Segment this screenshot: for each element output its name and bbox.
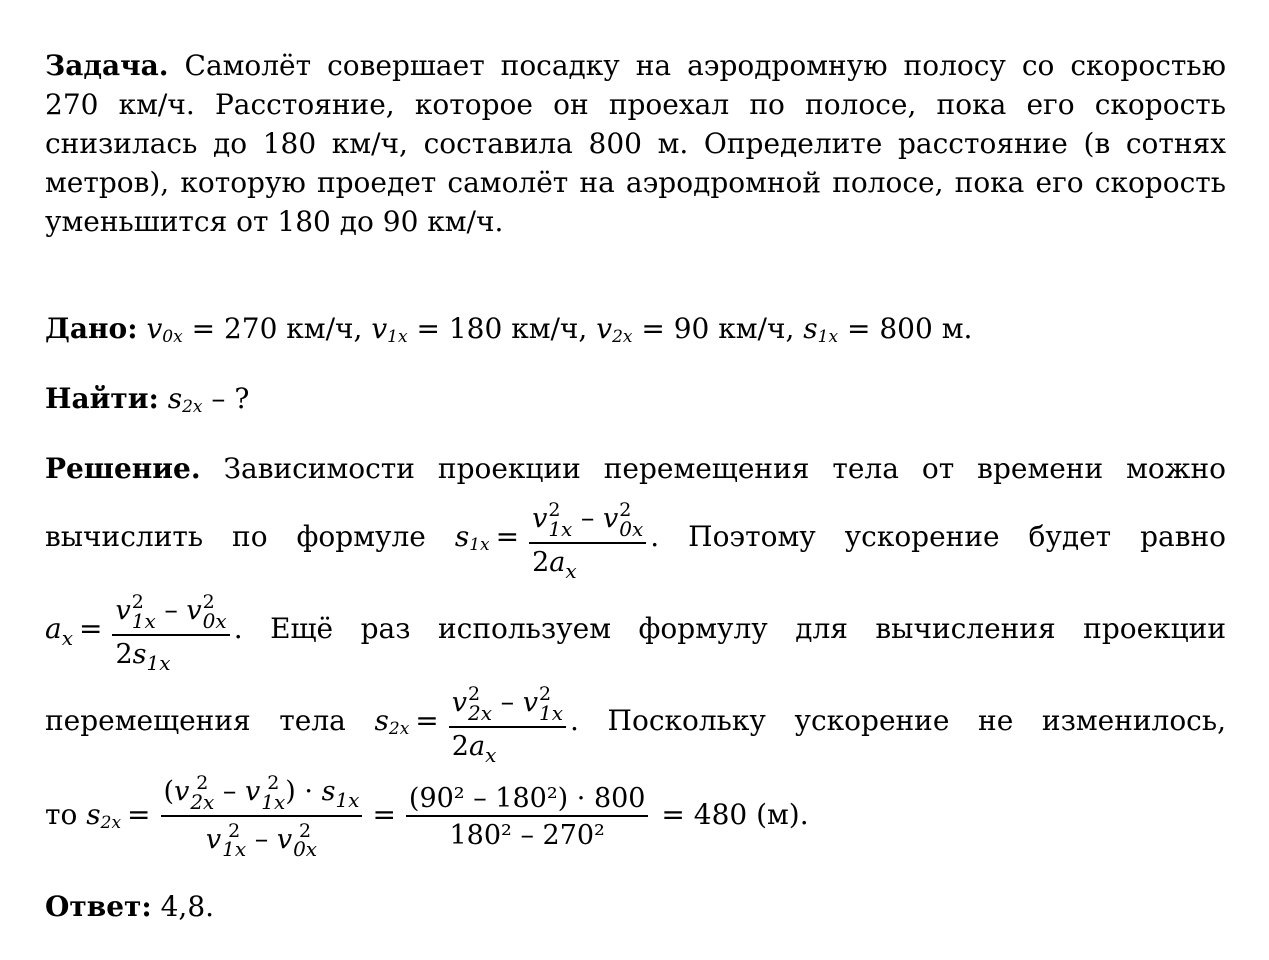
solution-line-3: $a_x$ = v 2 1x – v 2 0x $2s_{1x}$ . Ещё раз используем формулу для вычисления проекции (45, 591, 1226, 675)
given-line: Дано: $v_{0x} = 270$ км/ч, $v_{1x} = 180$ км/ч, $v_{2x} = 90$ км/ч, $s_{1x} = 800$ м. (45, 312, 973, 347)
find-label: Найти: (45, 382, 159, 415)
given-s1: = 800 м. (846, 312, 973, 345)
problem-label: Задача. (45, 49, 169, 82)
answer-line (45, 890, 1226, 923)
solution-line-5: то $s_{2x}$ = (v 2 2x – v 2 1x ) · $s_{1x}$ v 2 1x – v 2 0x = $\frac{\text{(90² – 180²) · 800}}{\text{180² – 270²}}$ = 480 (м). (45, 772, 809, 861)
answer-label: Ответ: (45, 890, 152, 923)
formula-ax: v 2 1x – v 2 0x $2s_{1x}$ (112, 593, 229, 667)
given-v1: = 180 км/ч, (416, 312, 588, 345)
solution-line-2: вычислить по формуле $s_{1x}$ = v 2 1x – v 2 0x $2a_x$ . Поэтому ускорение будет равно (45, 499, 1227, 583)
solution-line-4: перемещения тела $s_{2x}$ = v 2 2x – v 2 1x $2a_x$ . Поскольку ускорение не изменилось, (45, 683, 1227, 767)
result: = 480 (м). (661, 798, 809, 831)
solution-label: Решение. (45, 452, 201, 485)
formula-numeric: $\frac{\text{(90² – 180²) · 800}}{\text{180² – 270²}}$ (406, 785, 649, 849)
given-v2: = 90 км/ч, (641, 312, 795, 345)
formula-s1: v 2 1x – v 2 0x $2a_x$ (529, 501, 646, 575)
given-v0: = 270 км/ч, (191, 312, 363, 345)
solution-line-1: Решение. Зависимости проекции перемещения тела от времени можно (45, 452, 1226, 485)
problem-text (45, 46, 1226, 241)
problem-body: Самолёт совершает посадку на аэродромную полосу со скоростью 270 км/ч. Расстояние, которое он проехал по полосе, пока его скорость снизилась до 180 км/ч, составила 800 м. Определите расстояние (в сотнях метров), которую проедет самолёт на аэродромной полосе, пока его скорость уменьшится от 180 до 90 км/ч. (45, 49, 1226, 238)
formula-s2-full: (v 2 2x – v 2 1x ) · $s_{1x}$ v 2 1x – v 2 0x (161, 774, 363, 858)
given-label: Дано: (45, 312, 138, 345)
formula-s2: v 2 2x – v 2 1x $2a_x$ (449, 685, 566, 759)
answer-value: 4,8. (160, 890, 215, 923)
find-line: Найти: $s_{2x}$ – ? (45, 382, 250, 417)
find-text: – ? (211, 382, 250, 415)
